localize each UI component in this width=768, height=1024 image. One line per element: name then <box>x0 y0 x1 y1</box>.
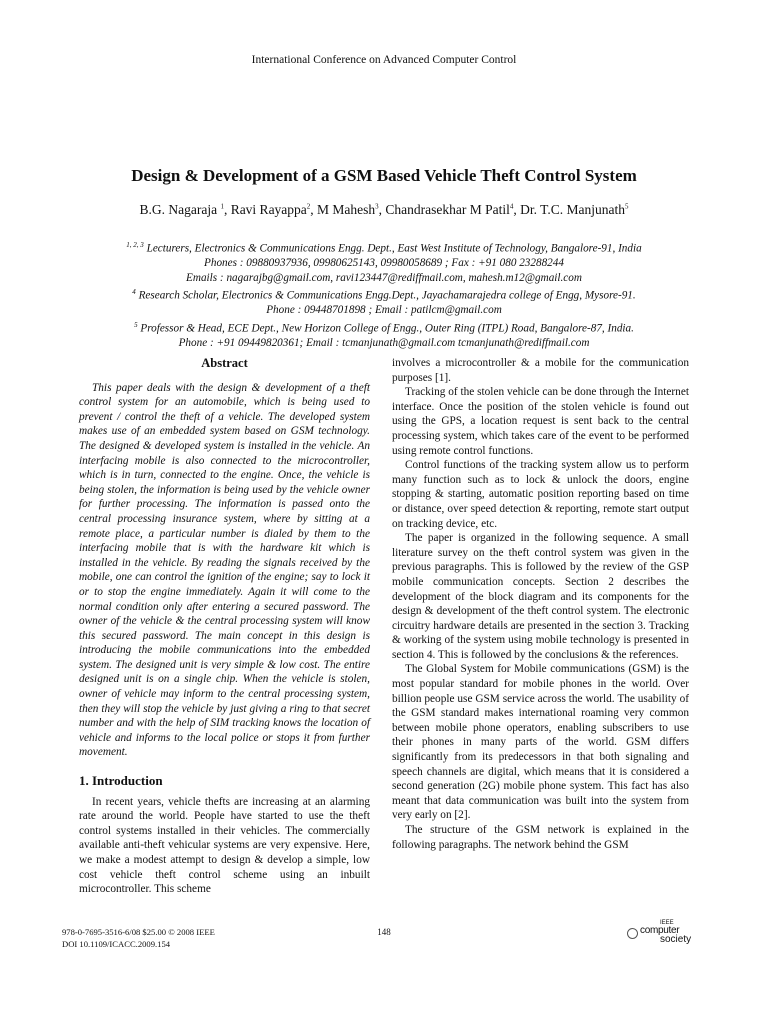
affiliation-line <box>60 285 708 303</box>
author-name: B.G. Nagaraja <box>139 202 218 217</box>
affiliation-contact: Phone : +91 09449820361; Email : tcmanjunath@gmail.com tcmanjunath@rediffmail.com <box>178 337 590 350</box>
computer-society-logo <box>624 920 708 948</box>
author-sup: 5 <box>625 202 629 211</box>
body-paragraph: Tracking of the stolen vehicle can be done through the Internet interface. Once the position of the stolen vehicle is found out using the GPS, a location request is sent back to the central processing system, which takes care of the event to be performed using remote control functions. <box>392 386 689 457</box>
paper-title: Design & Development of a GSM Based Vehicle Theft Control System <box>131 166 637 185</box>
globe-icon <box>627 928 638 939</box>
body-paragraph: The structure of the GSM network is explained in the following paragraphs. The network behind the GSM <box>392 824 689 851</box>
author-sup: 1 <box>220 202 224 211</box>
author-sup: 3 <box>375 202 379 211</box>
logo-ieee-text: IEEE <box>660 920 674 926</box>
body-paragraph: The Global System for Mobile communications (GSM) is the most popular standard for mobile phones in the world. Over billion people use GSM service across the world. The usability of the GSM standard makes international roaming very common between mobile phone operators, enabling subscribers to use their phones in many parts of the world. GSM differs significantly from its predecessors in that both signaling and speech channels are digital, which means that it is considered a second generation (2G) mobile phone system. This fact has also meant that data communication was built into the system from very early on [2]. <box>392 663 689 822</box>
introduction-paragraph: In recent years, vehicle thefts are increasing at an alarming rate around the world. People have started to use the theft control systems installed in their vehicles. The commercially available anti-theft vehicular systems are very expensive. Here, we make a modest attempt to design & develop a simple, low cost vehicle theft control scheme using an inbuilt microcontroller. This scheme <box>79 795 370 896</box>
abstract-heading: Abstract <box>201 356 248 370</box>
section-heading-introduction: 1. Introduction <box>79 773 163 789</box>
author-name: M Mahesh <box>317 202 376 217</box>
affiliation-text: Lecturers, Electronics & Communications Engg. Dept., East West Institute of Technology, Bangalore-91, India <box>143 242 642 255</box>
affiliation-phones: Phones : 09880937936, 09980625143, 09980058689 ; Fax : +91 080 23288244 <box>204 257 564 270</box>
author-sup: 4 <box>509 202 514 211</box>
affiliation-line <box>60 238 708 256</box>
affiliation-text: Research Scholar, Electronics & Communications Engg.Dept., Jayachamarajedra college of Engg, Mysore-91. <box>135 289 636 302</box>
left-column <box>79 356 370 897</box>
author-name: Dr. T.C. Manjunath <box>520 202 626 217</box>
body-paragraph: involves a microcontroller & a mobile for the communication purposes [1]. <box>392 357 689 384</box>
author-name: Chandrasekhar M Patil <box>385 202 510 217</box>
affiliations <box>60 238 708 351</box>
conference-header: International Conference on Advanced Computer Control <box>251 54 517 66</box>
abstract-text: This paper deals with the design & development of a theft control system for an automobile, which is being used to prevent / control the theft of a vehicle. The developed system makes use of an embedded system based on GSM technology. The designed & developed system is installed in the vehicle. An interfacing mobile is also connected to the microcontroller, which is in turn, connected to the engine. Once, the vehicle is being stolen, the information is being used by the vehicle owner for further processing. The information is passed onto the central processing insurance system, where by sitting at a remote place, a particular number is dialed by them to the interfacing mobile that is with the hardware kit which is installed in the vehicle. By reading the signals received by the mobile, one can control the ignition of the engine; say to lock it or to stop the engine immediately. Again it will come to the normal condition only after entering a secured password. The owner of the vehicle & the central processing system will know this secured password. The main concept in this design is introducing the mobile communications into the embedded system. The designed unit is very simple & low cost. The entire designed unit is on a single chip. When the vehicle is stolen, owner of vehicle may inform to the central processing system, then they will stop the vehicle by just giving a ring to that secret number and with the help of SIM tracking knows the location of vehicle and informs to the local police or stops it from further movement. <box>79 381 370 759</box>
page-number: 148 <box>377 927 391 937</box>
body-paragraph: The paper is organized in the following sequence. A small literature survey on the theft control system was given in the previous paragraphs. This is followed by the review of the GSP mobile communication concepts. Section 2 describes the development of the block diagram and its components for the design & development of the theft control system. The electronic circuitry hardware details are presented in the section 3. Tracking & working of the system using mobile technology is presented in section 4. This is followed by the conclusions & the references. <box>392 532 689 661</box>
footer-isbn: 978-0-7695-3516-6/08 $25.00 © 2008 IEEE <box>62 927 215 937</box>
author-sup: 2 <box>306 202 311 211</box>
footer-doi: DOI 10.1109/ICACC.2009.154 <box>62 939 171 949</box>
affiliation-emails: Emails : nagarajbg@gmail.com, ravi123447@rediffmail.com, mahesh.m12@gmail.com <box>186 271 582 284</box>
author-name: Ravi Rayappa <box>230 202 307 217</box>
right-column <box>392 356 689 852</box>
affiliation-sup: 1, 2, 3 <box>126 241 144 249</box>
affiliation-sup: 5 <box>134 320 138 329</box>
logo-computer-text: computer <box>640 925 680 936</box>
author-list: B.G. Nagaraja $^1$, Ravi Rayappa$^2$, M Mahesh$^3$, Chandrasekhar M Patil$^4$, Dr. T.C. Manjunath$^5$ <box>139 202 629 217</box>
affiliation-sup: 4 <box>132 288 136 297</box>
body-paragraph: Control functions of the tracking system allow us to perform many function such as to lock & unlock the doors, engine stopping & starting, automatic position reporting based on time or distance, over speed detection & reporting, remote start output on tracking device, etc. <box>392 459 689 530</box>
affiliation-line <box>60 318 708 336</box>
affiliation-text: Professor & Head, ECE Dept., New Horizon College of Engg., Outer Ring (ITPL) Road, Bangalore-87, India. <box>137 322 634 335</box>
logo-society-text: society <box>660 934 692 945</box>
affiliation-contact: Phone : 09448701898 ; Email : patilcm@gmail.com <box>266 304 502 317</box>
